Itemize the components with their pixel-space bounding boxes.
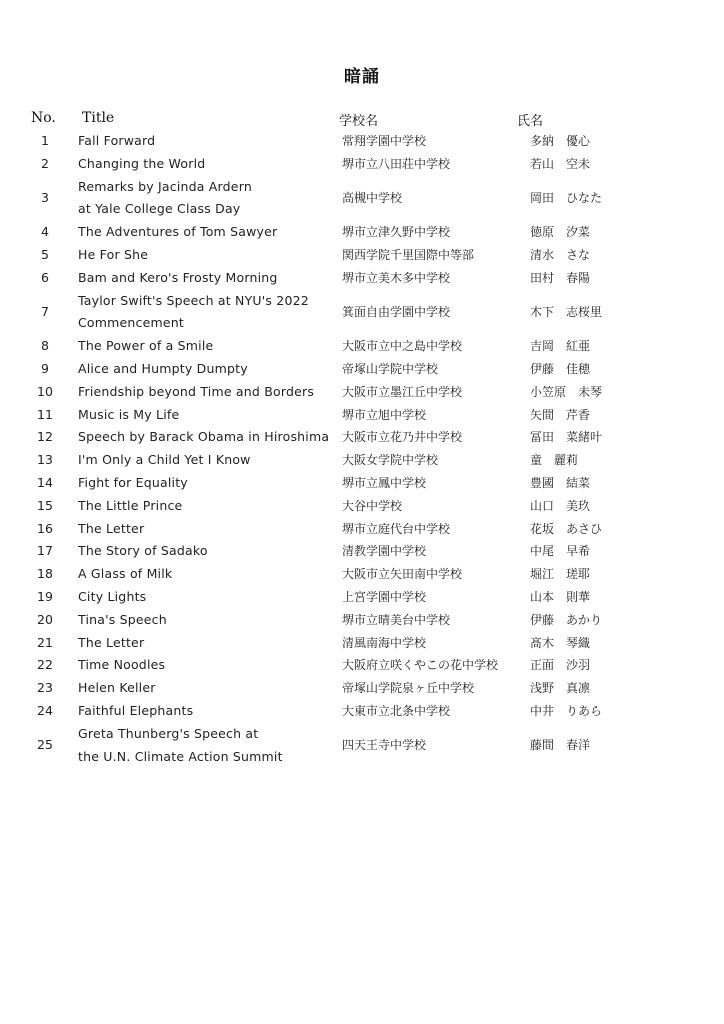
given-name: あかり [566, 612, 603, 627]
entry-title-line: The Power of a Smile [78, 338, 214, 354]
given-name: 空未 [566, 156, 591, 171]
entry-title-line: Alice and Humpty Dumpty [78, 360, 248, 376]
entry-school: 上宮学園中学校 [342, 589, 427, 604]
given-name: 春洋 [566, 738, 591, 753]
given-name: 瑳耶 [566, 567, 591, 582]
entry-title-line: at Yale College Class Day [78, 201, 241, 217]
entry-title-line: Remarks by Jacinda Ardern [78, 178, 252, 194]
entry-title-line: Music is My Life [78, 406, 180, 422]
given-name: 美玖 [566, 498, 591, 513]
table-row [0, 358, 724, 381]
table-row [0, 586, 724, 609]
entry-title [78, 335, 338, 358]
entry-title [78, 586, 338, 609]
entry-title-line: He For She [78, 246, 149, 262]
table-row [0, 426, 724, 449]
family-name: 岡田 [530, 190, 555, 205]
entry-school: 堺市立庭代台中学校 [342, 521, 451, 536]
entry-school: 大阪市立花乃井中学校 [342, 430, 463, 445]
entry-title-line: Fall Forward [78, 133, 156, 148]
entry-number: 9 [41, 360, 49, 376]
entry-school: 四天王寺中学校 [342, 738, 427, 753]
entry-school: 大阪市立矢田南中学校 [342, 567, 463, 582]
entry-number: 11 [37, 406, 53, 422]
entry-title [78, 700, 338, 723]
entry-title-line: Friendship beyond Time and Borders [78, 383, 315, 399]
entry-title-line: The Story of Sadako [78, 543, 208, 559]
entry-title [78, 723, 338, 769]
entry-school: 大阪女学院中学校 [342, 453, 439, 468]
entry-title [78, 267, 338, 290]
entry-student-name [530, 187, 602, 210]
entry-title [78, 381, 338, 404]
entry-student-name [530, 609, 602, 632]
family-name: 徳原 [530, 225, 555, 240]
entry-title [78, 472, 338, 495]
entry-title-line: Speech by Barack Obama in Hiroshima [78, 429, 330, 445]
entry-school: 大阪府立咲くやこの花中学校 [342, 658, 499, 673]
table-row [0, 700, 724, 723]
table-row [0, 723, 724, 769]
table-row [0, 244, 724, 267]
given-name: 志桜里 [566, 304, 603, 319]
entry-student-name [530, 221, 590, 244]
given-name: 未琴 [578, 384, 603, 399]
given-name: りあら [566, 703, 603, 718]
table-row [0, 495, 724, 518]
entry-title [78, 130, 338, 153]
entry-school: 帝塚山学院泉ヶ丘中学校 [342, 681, 475, 696]
table-row [0, 518, 724, 541]
entry-number: 13 [37, 452, 53, 468]
entry-number: 7 [41, 303, 49, 319]
entry-school: 帝塚山学院中学校 [342, 361, 439, 376]
entry-student-name [530, 381, 602, 404]
family-name: 花坂 [530, 521, 555, 536]
entry-title-line: The Little Prince [78, 497, 183, 513]
entry-title [78, 358, 338, 381]
entry-school: 堺市立津久野中学校 [342, 225, 451, 240]
entry-number: 6 [41, 269, 49, 285]
entry-number: 25 [37, 737, 53, 753]
table-row [0, 130, 724, 153]
entry-title [78, 518, 338, 541]
family-name: 冨田 [530, 430, 555, 445]
entry-number: 18 [37, 566, 53, 582]
table-row [0, 267, 724, 290]
given-name: 菜緒叶 [566, 430, 603, 445]
entry-title [78, 449, 338, 472]
entry-student-name [530, 244, 590, 267]
entry-student-name [530, 426, 602, 449]
entry-title [78, 540, 338, 563]
entry-student-name [530, 586, 590, 609]
entry-title [78, 244, 338, 267]
table-row [0, 609, 724, 632]
entry-student-name [530, 563, 590, 586]
entry-title-line: Helen Keller [78, 680, 156, 696]
family-name: 矢間 [530, 407, 555, 422]
entry-title [78, 495, 338, 518]
entry-number: 3 [41, 189, 49, 205]
table-row [0, 221, 724, 244]
table-row [0, 540, 724, 563]
given-name: 春陽 [566, 270, 591, 285]
given-name: 汐菜 [566, 225, 591, 240]
given-name: 優心 [566, 134, 591, 148]
entry-title [78, 153, 338, 176]
entry-number: 17 [37, 543, 53, 559]
table-row [0, 677, 724, 700]
entry-number: 2 [41, 155, 49, 171]
family-name: 小笠原 [530, 384, 567, 399]
family-name: 堀江 [530, 567, 555, 582]
given-name: 佳穂 [566, 361, 591, 376]
entry-title [78, 426, 338, 449]
given-name: さな [566, 247, 591, 262]
entry-number: 12 [37, 429, 53, 445]
entry-title [78, 290, 338, 336]
family-name: 田村 [530, 270, 555, 285]
entry-number: 8 [41, 338, 49, 354]
entry-title-line: The Letter [78, 520, 145, 536]
entry-title-line: A Glass of Milk [78, 566, 173, 582]
entry-student-name [530, 540, 590, 563]
table-row [0, 563, 724, 586]
table-row [0, 153, 724, 176]
entry-number: 5 [41, 246, 49, 262]
entry-number: 1 [41, 133, 49, 148]
entry-student-name [530, 301, 602, 324]
entry-number: 21 [37, 634, 53, 650]
entry-title [78, 654, 338, 677]
entry-student-name [530, 654, 590, 677]
family-name: 豊國 [530, 475, 555, 490]
given-name: ひなた [566, 190, 603, 205]
entry-title-line: Faithful Elephants [78, 702, 194, 718]
family-name: 伊藤 [530, 612, 555, 627]
entry-student-name [530, 358, 590, 381]
entry-title-line: The Adventures of Tom Sawyer [78, 224, 278, 240]
entry-student-name [530, 130, 590, 153]
entry-title-line: Commencement [78, 315, 184, 331]
entry-number: 15 [37, 497, 53, 513]
table-row [0, 335, 724, 358]
entry-title [78, 221, 338, 244]
given-name: 琴織 [566, 635, 591, 650]
family-name: 正面 [530, 658, 555, 673]
entry-school: 清風南海中学校 [342, 635, 427, 650]
table-row [0, 290, 724, 336]
family-name: 山口 [530, 498, 555, 513]
entry-student-name [530, 404, 590, 427]
table-row [0, 632, 724, 655]
entry-title-line: Changing the World [78, 155, 206, 171]
entry-school: 高槻中学校 [342, 190, 403, 205]
entry-student-name [530, 335, 590, 358]
family-name: 多納 [530, 134, 555, 148]
entry-school: 堺市立晴美台中学校 [342, 612, 451, 627]
family-name: 童 [530, 453, 543, 468]
entry-number: 23 [37, 680, 53, 696]
entry-school: 堺市立美木多中学校 [342, 270, 451, 285]
given-name: 真凛 [566, 681, 591, 696]
column-header-no: No. [31, 110, 56, 126]
entry-number: 10 [37, 383, 53, 399]
entry-number: 14 [37, 474, 53, 490]
entry-number: 19 [37, 588, 53, 604]
given-name: あさひ [566, 521, 603, 536]
entry-title [78, 563, 338, 586]
table-row [0, 472, 724, 495]
column-header-school: 学校名 [339, 114, 379, 129]
family-name: 中尾 [530, 544, 555, 559]
entry-school: 常翔学園中学校 [342, 134, 427, 148]
family-name: 伊藤 [530, 361, 555, 376]
entry-student-name [530, 677, 590, 700]
entry-title-line: The Letter [78, 634, 145, 650]
entry-student-name [530, 153, 590, 176]
entry-student-name [530, 449, 578, 472]
entry-title [78, 677, 338, 700]
entry-student-name [530, 734, 590, 757]
family-name: 山本 [530, 589, 555, 604]
entry-school: 堺市立八田荘中学校 [342, 156, 451, 171]
entry-title-line: Time Noodles [78, 657, 166, 673]
entry-title [78, 176, 338, 222]
given-name: 紅亜 [566, 339, 591, 354]
entry-number: 4 [41, 224, 49, 240]
family-name: 清水 [530, 247, 555, 262]
family-name: 髙木 [530, 635, 555, 650]
given-name: 麗莉 [554, 453, 579, 468]
entry-school: 箕面自由学園中学校 [342, 304, 451, 319]
family-name: 木下 [530, 304, 555, 319]
column-header-title: Title [82, 110, 115, 126]
entry-school: 清教学園中学校 [342, 544, 427, 559]
family-name: 吉岡 [530, 339, 555, 354]
table-row [0, 381, 724, 404]
entry-title-line: Taylor Swift's Speech at NYU's 2022 [78, 292, 309, 308]
entry-title-line: Fight for Equality [78, 474, 188, 490]
table-row [0, 449, 724, 472]
entry-school: 関西学院千里国際中等部 [342, 247, 475, 262]
entry-number: 20 [37, 611, 53, 627]
entry-title-line: Bam and Kero's Frosty Morning [78, 269, 278, 285]
entry-title-line: the U.N. Climate Action Summit [78, 748, 283, 764]
entry-table [0, 130, 724, 768]
entry-title [78, 609, 338, 632]
family-name: 若山 [530, 156, 555, 171]
table-row [0, 654, 724, 677]
entry-student-name [530, 518, 602, 541]
family-name: 浅野 [530, 681, 555, 696]
entry-number: 22 [37, 657, 53, 673]
entry-student-name [530, 472, 590, 495]
given-name: 沙羽 [566, 658, 591, 673]
entry-title [78, 632, 338, 655]
given-name: 則華 [566, 589, 591, 604]
entry-student-name [530, 495, 590, 518]
given-name: 結菜 [566, 475, 591, 490]
entry-title-line: I'm Only a Child Yet I Know [78, 452, 251, 468]
table-row [0, 404, 724, 427]
given-name: 早希 [566, 544, 591, 559]
entry-student-name [530, 700, 602, 723]
entry-school: 大阪市立墨江丘中学校 [342, 384, 463, 399]
family-name: 藤間 [530, 738, 555, 753]
entry-student-name [530, 267, 590, 290]
given-name: 芹香 [566, 407, 591, 422]
entry-title-line: Greta Thunberg's Speech at [78, 725, 259, 741]
entry-title-line: City Lights [78, 588, 147, 604]
entry-school: 大阪市立中之島中学校 [342, 339, 463, 354]
entry-school: 大谷中学校 [342, 498, 403, 513]
entry-title-line: Tina's Speech [78, 611, 167, 627]
table-row [0, 176, 724, 222]
entry-school: 大東市立北条中学校 [342, 703, 451, 718]
column-header-name: 氏名 [517, 114, 544, 129]
entry-title [78, 404, 338, 427]
page-title: 暗誦 [344, 67, 380, 87]
entry-school: 堺市立旭中学校 [342, 407, 427, 422]
entry-number: 24 [37, 702, 53, 718]
entry-school: 堺市立鳳中学校 [342, 475, 427, 490]
entry-student-name [530, 632, 590, 655]
family-name: 中井 [530, 703, 555, 718]
entry-number: 16 [37, 520, 53, 536]
